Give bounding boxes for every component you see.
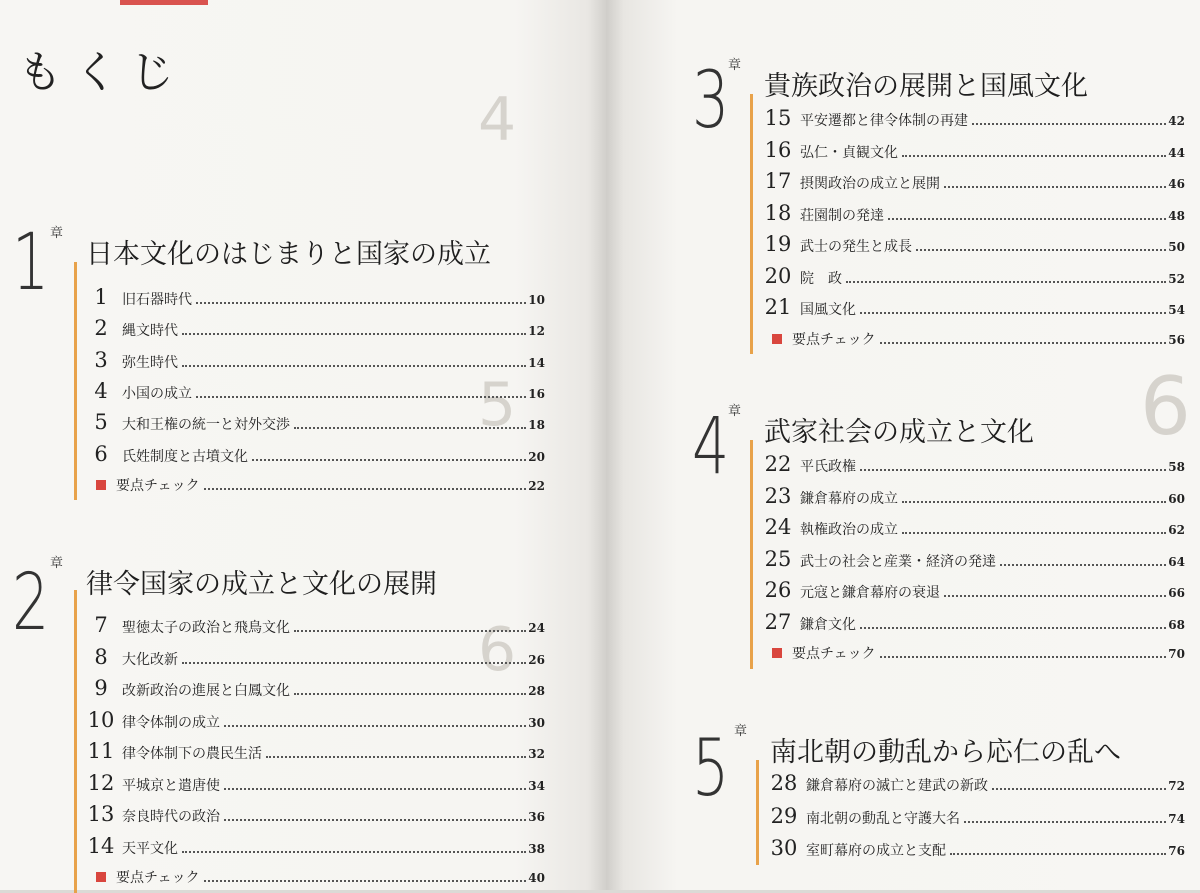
chapter-title: 日本文化のはじまりと国家の成立 bbox=[86, 239, 491, 270]
entry-title: 大化改新 bbox=[122, 651, 178, 668]
entry-title: 要点チェック bbox=[792, 331, 876, 348]
toc-entry[interactable] bbox=[86, 379, 545, 403]
dot-leader bbox=[224, 725, 526, 727]
dot-leader bbox=[204, 880, 527, 882]
dot-leader bbox=[196, 396, 526, 398]
entry-page-number: 32 bbox=[528, 747, 545, 761]
red-square-icon bbox=[772, 648, 782, 658]
dot-leader bbox=[950, 853, 1166, 855]
entry-number: 22 bbox=[764, 452, 792, 476]
chapter-accent-bar bbox=[756, 760, 759, 865]
dot-leader bbox=[294, 693, 526, 695]
entry-page-number: 68 bbox=[1168, 617, 1185, 632]
entry-number: 20 bbox=[764, 263, 792, 288]
entry-number: 25 bbox=[764, 546, 792, 571]
entry-page-number: 70 bbox=[1168, 647, 1185, 661]
dot-leader bbox=[252, 459, 526, 461]
chapter-title: 貴族政治の展開と国風文化 bbox=[764, 71, 1088, 102]
dot-leader bbox=[204, 488, 527, 490]
toc-entry[interactable] bbox=[762, 201, 1185, 225]
dot-leader bbox=[224, 819, 526, 821]
chapter-mark: 章 bbox=[728, 404, 742, 419]
toc-entry[interactable] bbox=[86, 739, 545, 763]
entry-number: 29 bbox=[770, 803, 798, 828]
entry-title: 縄文時代 bbox=[122, 323, 178, 340]
entry-page-number: 60 bbox=[1168, 491, 1185, 506]
toc-entry[interactable] bbox=[86, 442, 545, 466]
toc-entry[interactable] bbox=[762, 106, 1185, 130]
entry-title: 武士の社会と産業・経済の発達 bbox=[800, 553, 996, 570]
entry-number: 9 bbox=[94, 676, 108, 700]
dot-leader bbox=[944, 595, 1166, 597]
entry-number: 3 bbox=[94, 347, 108, 372]
entry-page-number: 36 bbox=[528, 810, 545, 824]
dot-leader bbox=[196, 302, 526, 304]
toc-entry[interactable] bbox=[768, 771, 1185, 795]
show-through-digit: 5 bbox=[478, 370, 517, 440]
toc-entry[interactable] bbox=[86, 676, 545, 700]
dot-leader bbox=[224, 788, 526, 790]
entry-page-number: 74 bbox=[1168, 811, 1185, 826]
entry-page-number: 28 bbox=[528, 684, 545, 698]
entry-page-number: 18 bbox=[528, 418, 545, 433]
entry-number: 16 bbox=[764, 137, 792, 162]
dot-leader bbox=[294, 630, 526, 632]
chapter-accent-bar bbox=[750, 440, 753, 669]
entry-page-number: 12 bbox=[528, 324, 545, 339]
entry-title: 奈良時代の政治 bbox=[122, 809, 220, 825]
dot-leader bbox=[992, 788, 1166, 790]
entry-number: 6 bbox=[94, 441, 108, 466]
toc-entry[interactable] bbox=[86, 410, 545, 434]
entry-number: 8 bbox=[94, 644, 108, 669]
entry-title: 摂関政治の成立と展開 bbox=[800, 176, 940, 192]
chapter-title: 南北朝の動乱から応仁の乱へ bbox=[770, 737, 1121, 768]
entry-page-number: 34 bbox=[528, 778, 545, 793]
chapter-title: 武家社会の成立と文化 bbox=[764, 417, 1034, 448]
entry-page-number: 66 bbox=[1168, 586, 1185, 600]
chapter-accent-bar bbox=[74, 590, 77, 893]
toc-entry-check[interactable] bbox=[750, 643, 1185, 663]
entry-title: 平氏政権 bbox=[800, 459, 856, 475]
entry-title: 律令体制下の農民生活 bbox=[122, 746, 262, 762]
entry-page-number: 58 bbox=[1168, 460, 1185, 474]
toc-entry[interactable] bbox=[762, 232, 1185, 256]
entry-title: 律令体制の成立 bbox=[122, 714, 220, 731]
dot-leader bbox=[182, 662, 526, 664]
entry-title: 旧石器時代 bbox=[122, 292, 192, 308]
entry-title: 国風文化 bbox=[800, 302, 856, 318]
toc-entry[interactable] bbox=[86, 708, 545, 732]
toc-entry[interactable] bbox=[762, 452, 1185, 476]
entry-number: 30 bbox=[770, 836, 798, 860]
toc-entry[interactable] bbox=[86, 802, 545, 826]
entry-number: 12 bbox=[87, 770, 115, 795]
entry-number: 19 bbox=[764, 232, 792, 256]
show-through-digit: 4 bbox=[478, 85, 517, 155]
chapter-mark: 章 bbox=[734, 724, 748, 739]
entry-page-number: 20 bbox=[528, 449, 545, 464]
dot-leader bbox=[972, 123, 1166, 125]
dot-leader bbox=[964, 821, 1166, 823]
entry-page-number: 14 bbox=[528, 355, 545, 370]
dot-leader bbox=[944, 186, 1166, 188]
red-square-icon bbox=[772, 334, 782, 344]
entry-page-number: 24 bbox=[528, 621, 545, 635]
top-red-tab bbox=[120, 0, 208, 5]
entry-title: 要点チェック bbox=[116, 477, 200, 494]
entry-title: 平城京と遣唐使 bbox=[122, 777, 220, 794]
toc-entry[interactable] bbox=[762, 138, 1185, 162]
entry-page-number: 56 bbox=[1168, 332, 1185, 347]
entry-number: 1 bbox=[94, 285, 108, 309]
toc-entry[interactable] bbox=[86, 771, 545, 795]
entry-title: 天平文化 bbox=[122, 840, 178, 857]
entry-number: 4 bbox=[94, 378, 108, 403]
chapter-number: 3 bbox=[692, 56, 730, 146]
chapter-title: 律令国家の成立と文化の展開 bbox=[86, 569, 437, 600]
dot-leader bbox=[182, 851, 526, 853]
toc-entry[interactable] bbox=[762, 295, 1185, 319]
entry-page-number: 30 bbox=[528, 715, 545, 730]
entry-title: 要点チェック bbox=[792, 646, 876, 662]
red-square-icon bbox=[96, 480, 106, 490]
entry-title: 弘仁・貞観文化 bbox=[800, 144, 898, 161]
toc-entry[interactable] bbox=[762, 264, 1185, 288]
entry-title: 執権政治の成立 bbox=[800, 522, 898, 538]
toc-entry-check[interactable] bbox=[750, 329, 1185, 349]
toc-entry[interactable] bbox=[86, 348, 545, 372]
entry-page-number: 48 bbox=[1168, 208, 1185, 223]
entry-number: 23 bbox=[764, 483, 792, 508]
toc-entry[interactable] bbox=[762, 515, 1185, 539]
dot-leader bbox=[860, 627, 1166, 629]
entry-page-number: 64 bbox=[1168, 554, 1185, 569]
entry-title: 鎌倉幕府の成立 bbox=[800, 490, 898, 507]
entry-title: 弥生時代 bbox=[122, 354, 178, 371]
toc-entry[interactable] bbox=[768, 804, 1185, 828]
entry-title: 南北朝の動乱と守護大名 bbox=[806, 810, 960, 827]
entry-title: 院 政 bbox=[800, 270, 842, 287]
entry-page-number: 54 bbox=[1168, 303, 1185, 317]
toc-entry[interactable] bbox=[86, 645, 545, 669]
entry-title: 聖徳太子の政治と飛鳥文化 bbox=[122, 620, 290, 636]
entry-page-number: 40 bbox=[528, 871, 545, 885]
entry-page-number: 42 bbox=[1168, 114, 1185, 128]
entry-title: 元寇と鎌倉幕府の衰退 bbox=[800, 585, 940, 601]
red-square-icon bbox=[96, 872, 106, 882]
chapter-mark: 章 bbox=[50, 226, 64, 241]
entry-title: 改新政治の進展と白鳳文化 bbox=[122, 683, 290, 699]
toc-entry-check[interactable] bbox=[74, 867, 545, 887]
entry-title: 室町幕府の成立と支配 bbox=[806, 843, 946, 859]
toc-entry-check[interactable] bbox=[74, 475, 545, 495]
entry-title: 要点チェック bbox=[116, 870, 200, 886]
entry-title: 氏姓制度と古墳文化 bbox=[122, 448, 248, 465]
entry-number: 15 bbox=[764, 106, 792, 130]
chapter-number: 2 bbox=[12, 558, 50, 648]
entry-number: 28 bbox=[770, 771, 798, 795]
entry-page-number: 50 bbox=[1168, 240, 1185, 254]
entry-title: 小国の成立 bbox=[122, 385, 192, 402]
chapter-mark: 章 bbox=[50, 556, 64, 571]
toc-entry[interactable] bbox=[768, 836, 1185, 860]
chapter-mark: 章 bbox=[728, 58, 742, 73]
dot-leader bbox=[902, 532, 1166, 534]
entry-number: 14 bbox=[87, 833, 115, 858]
dot-leader bbox=[888, 218, 1166, 220]
entry-title: 平安遷都と律令体制の再建 bbox=[800, 113, 968, 129]
page-title: もくじ bbox=[18, 47, 186, 98]
show-through-digit: 6 bbox=[1140, 360, 1191, 453]
chapter-accent-bar bbox=[74, 262, 77, 500]
entry-number: 27 bbox=[764, 609, 792, 634]
entry-page-number: 38 bbox=[528, 841, 545, 856]
entry-number: 10 bbox=[87, 707, 115, 732]
entry-number: 5 bbox=[94, 410, 108, 435]
chapter-number: 1 bbox=[12, 218, 50, 308]
toc-entry[interactable] bbox=[86, 613, 545, 637]
entry-number: 18 bbox=[764, 200, 792, 225]
dot-leader bbox=[1000, 564, 1166, 566]
dot-leader bbox=[860, 312, 1166, 314]
entry-number: 24 bbox=[764, 515, 792, 539]
entry-number: 2 bbox=[94, 316, 108, 341]
toc-entry[interactable] bbox=[86, 834, 545, 858]
dot-leader bbox=[902, 155, 1166, 157]
chapter-number: 5 bbox=[692, 724, 730, 814]
toc-entry[interactable] bbox=[762, 610, 1185, 634]
entry-page-number: 44 bbox=[1168, 145, 1185, 160]
entry-page-number: 62 bbox=[1168, 523, 1185, 537]
dot-leader bbox=[182, 365, 526, 367]
toc-entry[interactable] bbox=[762, 484, 1185, 508]
entry-page-number: 76 bbox=[1168, 844, 1185, 858]
dot-leader bbox=[860, 469, 1166, 471]
entry-page-number: 72 bbox=[1168, 779, 1185, 793]
dot-leader bbox=[880, 342, 1167, 344]
dot-leader bbox=[266, 756, 526, 758]
chapter-accent-bar bbox=[750, 94, 753, 354]
toc-entry[interactable] bbox=[762, 547, 1185, 571]
entry-title: 鎌倉幕府の滅亡と建武の新政 bbox=[806, 778, 988, 794]
dot-leader bbox=[902, 501, 1166, 503]
entry-title: 武士の発生と成長 bbox=[800, 239, 912, 255]
entry-page-number: 22 bbox=[528, 478, 545, 493]
entry-number: 13 bbox=[87, 802, 115, 826]
entry-page-number: 52 bbox=[1168, 271, 1185, 286]
entry-title: 鎌倉文化 bbox=[800, 616, 856, 633]
entry-title: 大和王権の統一と対外交渉 bbox=[122, 417, 290, 434]
toc-entry[interactable] bbox=[86, 285, 545, 309]
entry-page-number: 16 bbox=[528, 386, 545, 401]
dot-leader bbox=[880, 656, 1167, 658]
entry-page-number: 10 bbox=[528, 293, 545, 307]
toc-entry[interactable] bbox=[762, 578, 1185, 602]
entry-number: 7 bbox=[94, 613, 108, 637]
entry-number: 21 bbox=[764, 295, 792, 319]
dot-leader bbox=[916, 249, 1166, 251]
entry-page-number: 26 bbox=[528, 652, 545, 667]
dot-leader bbox=[846, 281, 1166, 283]
entry-number: 26 bbox=[764, 578, 792, 602]
entry-number: 11 bbox=[87, 739, 115, 763]
entry-page-number: 46 bbox=[1168, 177, 1185, 191]
dot-leader bbox=[294, 427, 526, 429]
toc-entry[interactable] bbox=[86, 316, 545, 340]
toc-entry[interactable] bbox=[762, 169, 1185, 193]
entry-number: 17 bbox=[764, 169, 792, 193]
chapter-number: 4 bbox=[692, 402, 730, 492]
dot-leader bbox=[182, 333, 526, 335]
show-through-digit: 6 bbox=[478, 615, 517, 685]
entry-title: 荘園制の発達 bbox=[800, 207, 884, 224]
